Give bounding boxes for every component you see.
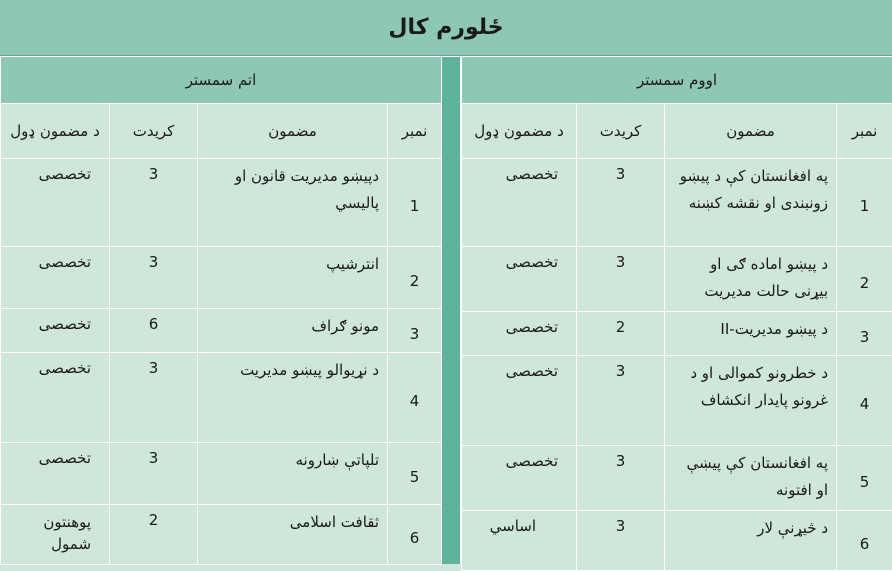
row-credit: 6 <box>110 308 198 352</box>
row-subject: دپیښو مدیریت قانون او پالیسي <box>198 158 388 246</box>
row-credit: 3 <box>577 246 665 311</box>
row-credit: 3 <box>577 445 665 510</box>
table-row <box>462 246 892 311</box>
row-number: 4 <box>388 352 442 442</box>
table-row <box>462 311 892 355</box>
row-number: 3 <box>388 308 442 352</box>
row-number: 2 <box>388 246 442 308</box>
row-credit: 3 <box>577 355 665 445</box>
column-header-credit: کریدت <box>110 103 198 158</box>
row-subject: په افغانستان کې د پیښو زونبندی او نقشه کښنه <box>665 158 837 246</box>
row-subject: تلپاتې ښارونه <box>198 442 388 504</box>
row-type: تخصصی <box>1 158 110 246</box>
row-type: اساسي <box>462 510 577 570</box>
table-row <box>1 352 442 442</box>
semester-7-table <box>461 57 892 571</box>
column-header-number: نمبر <box>837 103 892 158</box>
row-credit: 3 <box>577 510 665 570</box>
row-type: تخصصی <box>1 308 110 352</box>
row-number: 5 <box>388 442 442 504</box>
row-type: تخصصی <box>462 158 577 246</box>
row-type: تخصصی <box>462 311 577 355</box>
row-number: 2 <box>837 246 892 311</box>
row-number: 1 <box>837 158 892 246</box>
row-number: 6 <box>837 510 892 570</box>
semester-7-header: اووم سمستر <box>462 57 892 103</box>
row-type: تخصصی <box>462 355 577 445</box>
column-header-number: نمبر <box>388 103 442 158</box>
row-subject: د پیښو مدیریت-II <box>665 311 837 355</box>
row-credit: 3 <box>110 442 198 504</box>
row-type: تخصصی <box>462 246 577 311</box>
row-type: تخصصی <box>1 352 110 442</box>
column-header-type: د مضمون ډول <box>462 103 577 158</box>
semester-divider <box>441 57 461 564</box>
row-number: 6 <box>388 504 442 564</box>
row-subject: مونو ګراف <box>198 308 388 352</box>
row-number: 1 <box>388 158 442 246</box>
semester-7-panel <box>461 57 892 564</box>
semester-8-table <box>0 57 442 565</box>
row-credit: 3 <box>110 352 198 442</box>
row-type: تخصصی <box>1 442 110 504</box>
table-row <box>462 510 892 570</box>
semester-8-header: اتم سمستر <box>1 57 442 103</box>
row-credit: 2 <box>577 311 665 355</box>
column-header-credit: کریدت <box>577 103 665 158</box>
row-type: پوهنتون شمول <box>1 504 110 564</box>
table-row <box>462 445 892 510</box>
row-credit: 2 <box>110 504 198 564</box>
table-row <box>1 504 442 564</box>
page-title: ځلورم کال <box>0 0 892 56</box>
row-number: 5 <box>837 445 892 510</box>
table-row <box>1 308 442 352</box>
table-row <box>462 355 892 445</box>
row-type: تخصصی <box>462 445 577 510</box>
row-credit: 3 <box>577 158 665 246</box>
row-type: تخصصی <box>1 246 110 308</box>
row-subject: د څیړنې لار <box>665 510 837 570</box>
row-subject: ثقافت اسلامی <box>198 504 388 564</box>
column-header-subject: مضمون <box>198 103 388 158</box>
row-subject: د پیښو اماده ګی او بیړنی حالت مدیریت <box>665 246 837 311</box>
row-credit: 3 <box>110 158 198 246</box>
row-subject: د خطرونو کموالی او د غرونو پایدار انکشاف <box>665 355 837 445</box>
row-number: 3 <box>837 311 892 355</box>
row-subject: انترشیپ <box>198 246 388 308</box>
column-header-type: د مضمون ډول <box>1 103 110 158</box>
table-row <box>1 442 442 504</box>
semester-8-panel <box>0 57 441 564</box>
table-row <box>462 158 892 246</box>
row-number: 4 <box>837 355 892 445</box>
column-header-subject: مضمون <box>665 103 837 158</box>
table-row <box>1 158 442 246</box>
row-credit: 3 <box>110 246 198 308</box>
table-row <box>1 246 442 308</box>
row-subject: په افغانستان کې پیښې او افتونه <box>665 445 837 510</box>
row-subject: د نړیوالو پیښو مدیریت <box>198 352 388 442</box>
